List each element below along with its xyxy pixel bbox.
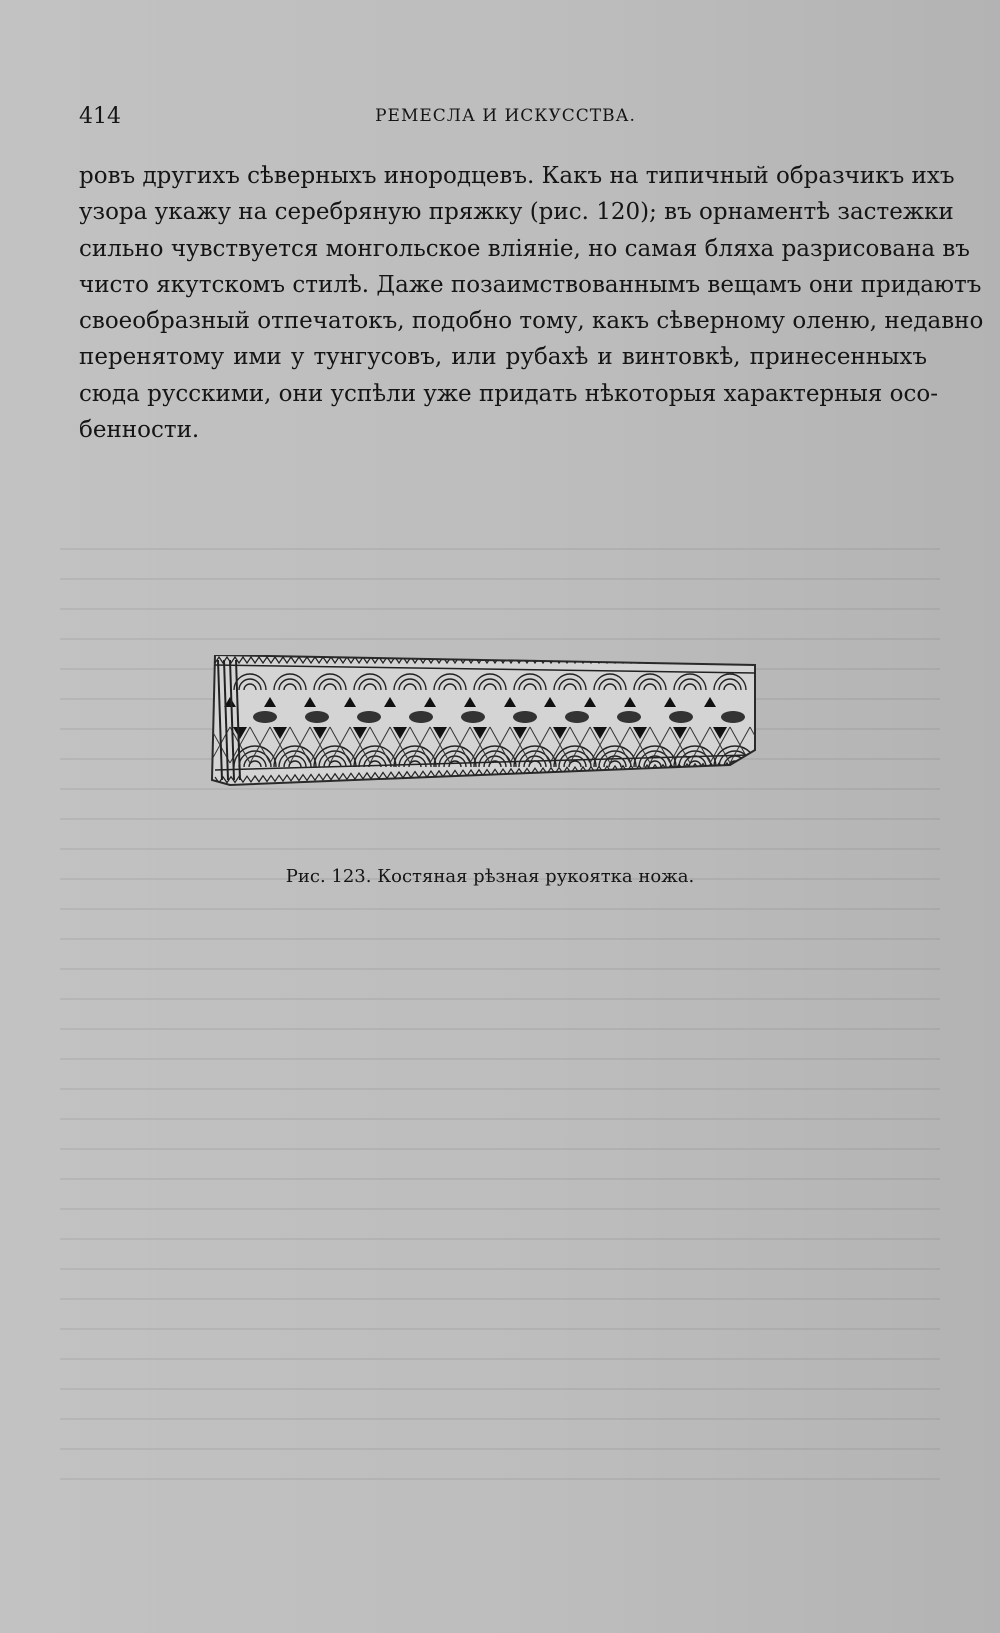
text-line: ровъ другихъ сѣверныхъ инородцевъ. Какъ на типичный образчикъ ихъ [79, 163, 955, 189]
running-head [79, 104, 932, 134]
running-title: РЕМЕСЛА И ИСКУССТВА. [375, 106, 636, 126]
text-line: своеобразный отпечатокъ, подобно тому, какъ сѣверному оленю, недавно [79, 308, 984, 335]
page-number: 414 [79, 104, 121, 129]
knife-handle-illustration [210, 655, 760, 825]
text-line: бенности. [79, 417, 200, 444]
figure-caption: Рис. 123. Костяная рѣзная рукоятка ножа. [285, 866, 695, 887]
text-line: перенятому ими у тунгусовъ, или рубахѣ и винтовкѣ, принесенныхъ [79, 344, 927, 371]
text-line: сильно чувствуется монгольское вліяніе, но самая бляха разрисована въ [79, 235, 970, 262]
text-line: чисто якутскомъ стилѣ. Даже позаимствованнымъ вещамъ они придаютъ [79, 271, 982, 298]
text-line: сюда русскими, они успѣли уже придать нѣкоторыя характерныя осо- [79, 380, 938, 407]
body-paragraph [79, 158, 984, 448]
text-line: узора укажу на серебряную пряжку (рис. 120); въ орнаментѣ застежки [79, 199, 954, 226]
carved-bone-handle-image [210, 655, 760, 825]
